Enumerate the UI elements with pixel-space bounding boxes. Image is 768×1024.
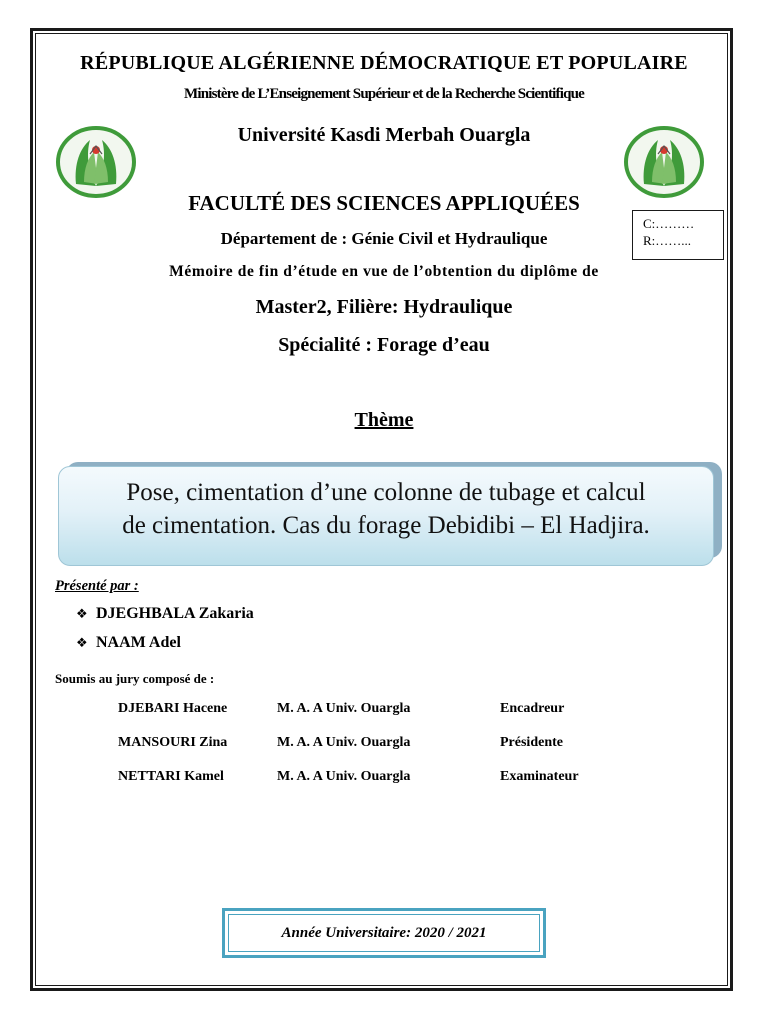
- specialite-heading: Spécialité : Forage d’eau: [278, 334, 490, 356]
- student-item: [76, 605, 254, 623]
- jury-grade: M. A. A Univ. Ouargla: [277, 701, 411, 716]
- student-item: [76, 634, 181, 652]
- jury-role: Encadreur: [500, 701, 565, 716]
- jury-label: Soumis au jury composé de :: [55, 671, 215, 686]
- student-name: DJEGHBALA Zakaria: [96, 605, 254, 622]
- republic-heading: RÉPUBLIQUE ALGÉRIENNE DÉMOCRATIQUE ET POPULAIRE: [80, 52, 688, 74]
- jury-grade: M. A. A Univ. Ouargla: [277, 735, 411, 750]
- department-heading: Département de : Génie Civil et Hydraulique: [220, 229, 548, 248]
- university-name: Université Kasdi Merbah Ouargla: [237, 124, 531, 146]
- ministry-heading: Ministère de L’Enseignement Supérieur et de la Recherche Scientifique: [183, 86, 585, 102]
- jury-role: Présidente: [500, 735, 563, 750]
- jury-name: DJEBARI Hacene: [118, 701, 228, 716]
- university-logo-icon: [622, 124, 706, 200]
- presented-by-label: Présenté par :: [55, 578, 139, 594]
- diamond-bullet-icon: ❖: [76, 607, 88, 622]
- thesis-title-box: [58, 466, 714, 566]
- diamond-bullet-icon: ❖: [76, 636, 88, 651]
- academic-year: Année Universitaire: 2020 / 2021: [228, 914, 540, 952]
- jury-name: NETTARI Kamel: [118, 769, 224, 784]
- jury-role: Examinateur: [500, 769, 579, 784]
- university-logo-icon: [54, 124, 138, 200]
- theme-label: Thème: [354, 409, 414, 431]
- thesis-title-line1: Pose, cimentation d’une colonne de tubage et calcul: [126, 479, 646, 506]
- jury-name: MANSOURI Zina: [118, 735, 228, 750]
- student-name: NAAM Adel: [96, 634, 181, 651]
- memoire-heading: Mémoire de fin d’étude en vue de l’obtention du diplôme de: [169, 263, 599, 280]
- grade-r: R:……...: [643, 233, 692, 248]
- grade-c: C:………: [643, 216, 695, 231]
- jury-grade: M. A. A Univ. Ouargla: [277, 769, 411, 784]
- master-heading: Master2, Filière: Hydraulique: [255, 296, 513, 318]
- thesis-title-line2: de cimentation. Cas du forage Debidibi – El Hadjira.: [122, 512, 650, 539]
- faculty-heading: FACULTÉ DES SCIENCES APPLIQUÉES: [188, 191, 580, 215]
